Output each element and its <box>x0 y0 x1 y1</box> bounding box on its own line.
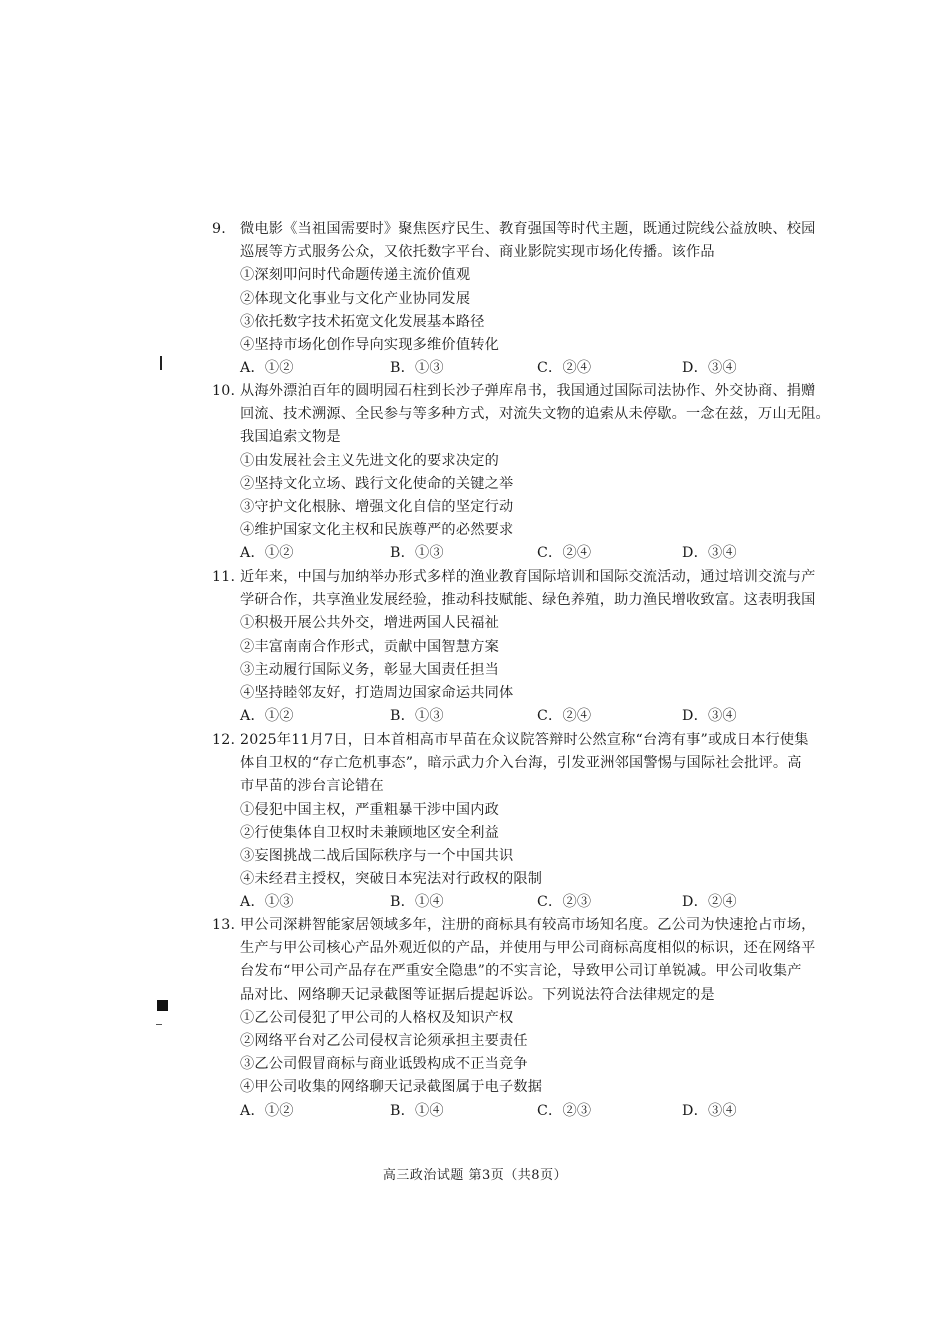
choice-b: B．①③ <box>390 360 444 377</box>
answer-choices <box>212 705 832 728</box>
statement-2: ②行使集体自卫权时未兼顾地区安全利益 <box>240 824 499 841</box>
statement-2: ②坚持文化立场、践行文化使命的关键之举 <box>240 475 514 492</box>
choice-a: A．①② <box>240 360 294 377</box>
statement-4: ④维护国家文化主权和民族尊严的必然要求 <box>240 522 514 539</box>
question-stem-line: 甲公司深耕智能家居领域多年，注册的商标具有较高市场知名度。乙公司为快速抢占市场， <box>240 917 816 933</box>
question-number: 12. <box>212 732 236 748</box>
statement-1: ①由发展社会主义先进文化的要求决定的 <box>240 452 499 469</box>
statement-2: ②网络平台对乙公司侵权言论须承担主要责任 <box>240 1033 528 1050</box>
statement-4: ④坚持睦邻友好，打造周边国家命运共同体 <box>240 685 514 702</box>
statement-4: ④坚持市场化创作导向实现多维价值转化 <box>240 337 499 354</box>
question-stem-line: 近年来，中国与加纳举办形式多样的渔业教育国际培训和国际交流活动，通过培训交流与产 <box>240 569 816 585</box>
choice-c: C．②④ <box>537 545 592 562</box>
answer-choices <box>212 891 832 914</box>
statement-3: ③妄图挑战二战后国际秩序与一个中国共识 <box>240 848 514 865</box>
question-stem-line: 体自卫权的“存亡危机事态”，暗示武力介入台海，引发亚洲邻国警惕与国际社会批评。高 <box>240 755 802 772</box>
choice-c: C．②④ <box>537 708 592 725</box>
margin-mark <box>160 356 162 370</box>
choice-a: A．①② <box>240 708 294 725</box>
choice-a: A．①③ <box>240 894 294 911</box>
question-11 <box>212 566 832 728</box>
answer-choices <box>212 1100 832 1123</box>
question-stem-line: 2025年11月7日，日本首相高市早苗在众议院答辩时公然宣称“台湾有事”或成日本行使集 <box>240 732 809 748</box>
question-stem-line: 回流、技术溯源、全民参与等多种方式，对流失文物的追索从未停歇。一念在兹，万山无阻。 <box>240 406 830 423</box>
question-number: 9. <box>212 221 226 237</box>
answer-choices <box>212 542 832 565</box>
choice-d: D．③④ <box>682 360 737 377</box>
question-stem-line: 台发布“甲公司产品存在严重安全隐患”的不实言论，导致甲公司订单锐减。甲公司收集产 <box>240 963 802 980</box>
statement-3: ③主动履行国际义务，彰显大国责任担当 <box>240 661 499 678</box>
question-stem-line: 从海外漂泊百年的圆明园石柱到长沙子弹库帛书，我国通过国际司法协作、外交协商、捐赠 <box>240 383 816 399</box>
question-stem-line: 生产与甲公司核心产品外观近似的产品，并使用与甲公司商标高度相似的标识，还在网络平 <box>240 940 816 957</box>
choice-c: C．②③ <box>537 894 592 911</box>
statement-1: ①深刻叩问时代命题传递主流价值观 <box>240 267 471 284</box>
statement-3: ③依托数字技术拓宽文化发展基本路径 <box>240 313 485 330</box>
statement-3: ③乙公司假冒商标与商业诋毁构成不正当竞争 <box>240 1056 528 1073</box>
statement-3: ③守护文化根脉、增强文化自信的坚定行动 <box>240 499 514 516</box>
question-stem-line: 我国追索文物是 <box>240 429 341 446</box>
choice-d: D．③④ <box>682 708 737 725</box>
question-number: 10. <box>212 383 236 399</box>
question-13 <box>212 914 832 1123</box>
statement-1: ①积极开展公共外交，增进两国人民福祉 <box>240 615 499 632</box>
choice-d: D．③④ <box>682 545 737 562</box>
answer-choices <box>212 357 832 380</box>
statement-4: ④未经君主授权，突破日本宪法对行政权的限制 <box>240 871 543 888</box>
question-10 <box>212 380 832 566</box>
statement-4: ④甲公司收集的网络聊天记录截图属于电子数据 <box>240 1079 543 1096</box>
statement-1: ①乙公司侵犯了甲公司的人格权及知识产权 <box>240 1009 514 1026</box>
question-number: 11. <box>212 569 236 585</box>
choice-c: C．②④ <box>537 360 592 377</box>
statement-2: ②丰富南南合作形式，贡献中国智慧方案 <box>240 638 499 655</box>
choice-b: B．①④ <box>390 1102 444 1119</box>
choice-d: D．②④ <box>682 894 737 911</box>
choice-d: D．③④ <box>682 1102 737 1119</box>
choice-a: A．①② <box>240 545 294 562</box>
question-9 <box>212 218 832 380</box>
choice-a: A．①② <box>240 1102 294 1119</box>
question-stem-line: 品对比、网络聊天记录截图等证据后提起诉讼。下列说法符合法律规定的是 <box>240 986 715 1003</box>
question-stem-line: 微电影《当祖国需要时》聚焦医疗民生、教育强国等时代主题，既通过院线公益放映、校园 <box>240 221 816 237</box>
question-stem-line: 巡展等方式服务公众，又依托数字平台、商业影院实现市场化传播。该作品 <box>240 244 715 261</box>
choice-c: C．②③ <box>537 1102 592 1119</box>
choice-b: B．①④ <box>390 894 444 911</box>
choice-b: B．①③ <box>390 708 444 725</box>
question-12 <box>212 729 832 915</box>
margin-block-mark <box>157 1000 168 1011</box>
question-number: 13. <box>212 917 236 933</box>
margin-dash-mark <box>156 1024 162 1025</box>
choice-b: B．①③ <box>390 545 444 562</box>
question-stem-line: 学研合作，共享渔业发展经验，推动科技赋能、绿色养殖，助力渔民增收致富。这表明我国 <box>240 592 816 609</box>
question-stem-line: 市早苗的涉台言论错在 <box>240 778 384 795</box>
statement-2: ②体现文化事业与文化产业协同发展 <box>240 290 471 307</box>
statement-1: ①侵犯中国主权，严重粗暴干涉中国内政 <box>240 801 499 818</box>
page-footer: 高三政治试题 第3页（共8页） <box>382 1168 568 1183</box>
